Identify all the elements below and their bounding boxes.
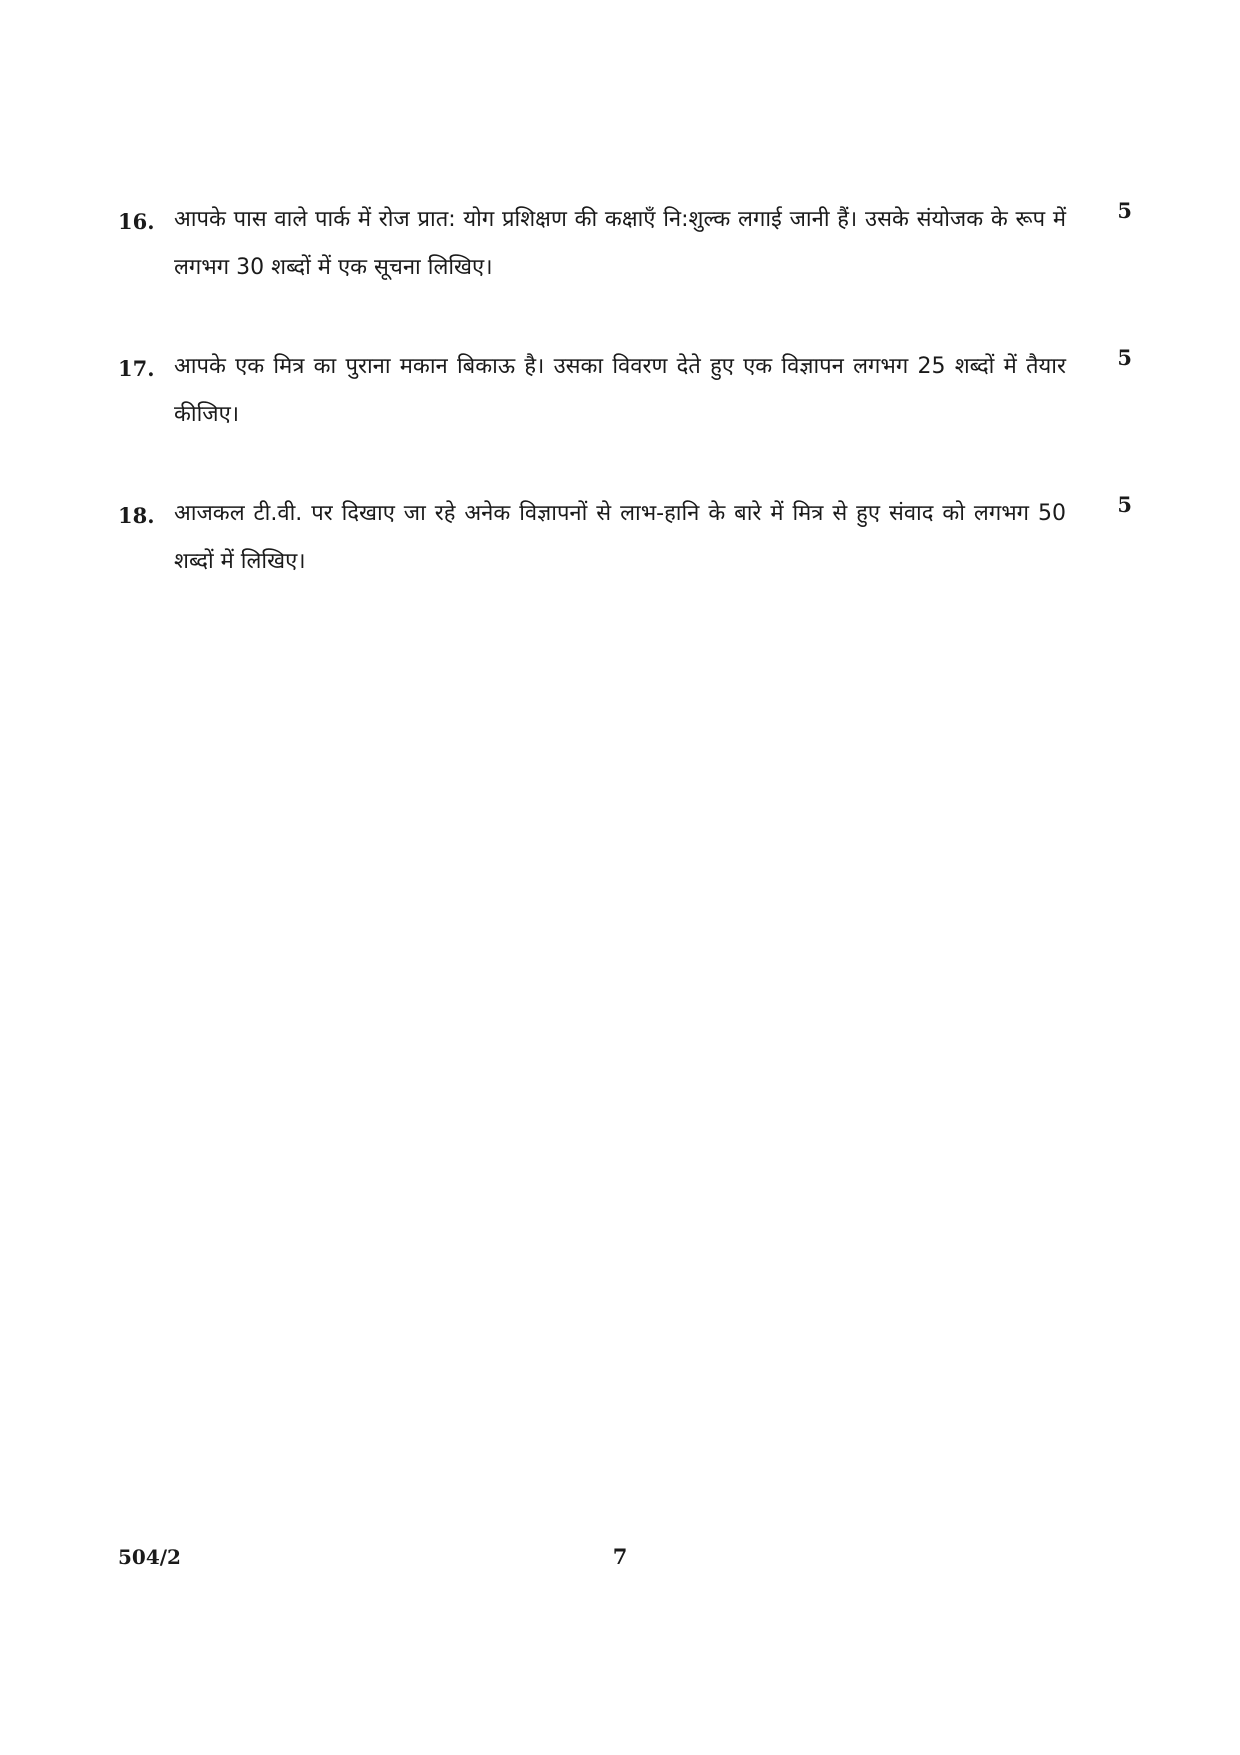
question-text: आपके एक मित्र का पुराना मकान बिकाऊ है। उसका विवरण देते हुए एक विज्ञापन लगभग 25 शब्दों में तैयार कीजिए। [174,354,1066,427]
question-17 [118,343,1132,439]
question-text: आपके पास वाले पार्क में रोज प्रात: योग प्रशिक्षण की कक्षाएँ नि:शुल्क लगाई जानी हैं। उसके संयोजक के रूप में लगभग 30 शब्दों में एक सूचना लिखिए। [174,207,1066,280]
question-number: 18. [118,503,155,528]
question-number: 16. [118,209,155,234]
question-marks: 5 [1117,492,1132,517]
question-16 [118,196,1132,292]
question-marks: 5 [1117,198,1132,223]
page-number: 7 [612,1544,628,1569]
question-marks: 5 [1117,345,1132,370]
paper-code: 504/2 [118,1545,181,1569]
question-18 [118,490,1132,586]
question-list [118,196,1132,637]
question-text: आजकल टी.वी. पर दिखाए जा रहे अनेक विज्ञापनों से लाभ-हानि के बारे में मित्र से हुए संवाद को लगभग 50 शब्दों में लिखिए। [174,501,1066,574]
question-number: 17. [118,356,155,381]
